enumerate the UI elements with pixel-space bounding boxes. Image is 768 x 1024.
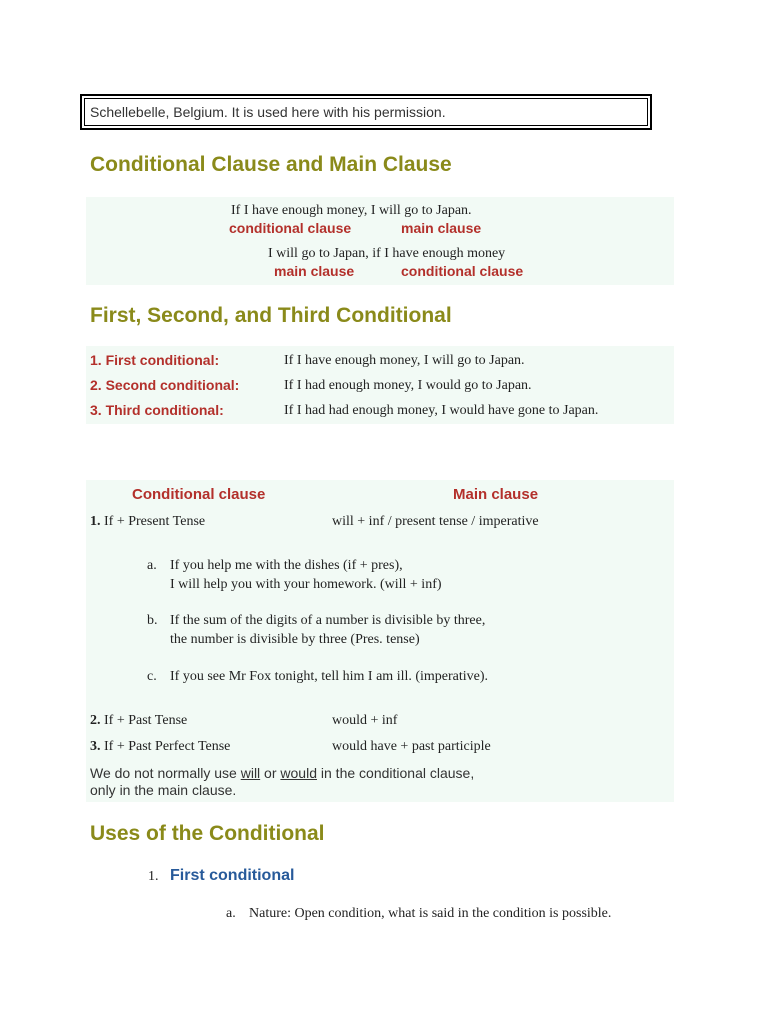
text-second-conditional: If I had enough money, I would go to Japan. bbox=[284, 378, 532, 393]
note-line-2: only in the main clause. bbox=[90, 782, 237, 798]
note-pre: We do not normally use bbox=[90, 765, 241, 781]
note-or: or bbox=[260, 765, 281, 781]
row-1-main: will + inf / present tense / imperative bbox=[332, 514, 539, 529]
row-2-conditional: If + Past Tense bbox=[104, 713, 188, 728]
example-b-letter: b. bbox=[147, 613, 158, 628]
row-3-number: 3. bbox=[90, 739, 101, 754]
sub-item-letter: a. bbox=[226, 906, 236, 921]
example-a-letter: a. bbox=[147, 558, 157, 573]
row-1 bbox=[90, 514, 205, 530]
note-post: in the conditional clause, bbox=[317, 765, 475, 781]
col-head-conditional-clause: Conditional clause bbox=[132, 486, 266, 503]
example-sentence-2: I will go to Japan, if I have enough money bbox=[268, 246, 506, 261]
example-c-line1: If you see Mr Fox tonight, tell him I am ill. (imperative). bbox=[170, 669, 489, 684]
example-sentence-1: If I have enough money, I will go to Japan. bbox=[231, 203, 472, 218]
example-a-line2: I will help you with your homework. (will + inf) bbox=[170, 577, 442, 592]
section-title-uses: Uses of the Conditional bbox=[90, 822, 325, 845]
row-2-main: would + inf bbox=[332, 713, 398, 728]
first-conditional-heading: First conditional bbox=[170, 867, 295, 884]
example-b-line1: If the sum of the digits of a number is divisible by three, bbox=[170, 613, 486, 628]
text-first-conditional: If I have enough money, I will go to Japan. bbox=[284, 353, 525, 368]
example-a-line1: If you help me with the dishes (if + pres), bbox=[170, 558, 403, 573]
label-second-conditional: 2. Second conditional: bbox=[90, 377, 240, 393]
row-2 bbox=[90, 713, 187, 729]
credit-text: Schellebelle, Belgium. It is used here with his permission. bbox=[90, 104, 446, 120]
section-title-conditional-main: Conditional Clause and Main Clause bbox=[90, 153, 452, 176]
note-would: would bbox=[280, 765, 317, 781]
label-main-clause-2: main clause bbox=[274, 263, 355, 279]
example-b-line2: the number is divisible by three (Pres. tense) bbox=[170, 632, 420, 647]
label-first-conditional: 1. First conditional: bbox=[90, 352, 220, 368]
label-third-conditional: 3. Third conditional: bbox=[90, 402, 224, 418]
row-3-main: would have + past participle bbox=[332, 739, 491, 754]
row-2-number: 2. bbox=[90, 713, 101, 728]
example-c-letter: c. bbox=[147, 669, 157, 684]
col-head-main-clause: Main clause bbox=[453, 486, 539, 503]
label-main-clause-1: main clause bbox=[401, 220, 482, 236]
row-3-conditional: If + Past Perfect Tense bbox=[104, 739, 231, 754]
note-will: will bbox=[240, 765, 261, 781]
row-1-conditional: If + Present Tense bbox=[104, 514, 206, 529]
label-conditional-clause-2: conditional clause bbox=[401, 263, 524, 279]
row-3 bbox=[90, 739, 230, 755]
text-third-conditional: If I had had enough money, I would have gone to Japan. bbox=[284, 403, 599, 418]
section-title-first-second-third: First, Second, and Third Conditional bbox=[90, 304, 452, 327]
list-item-number: 1. bbox=[148, 869, 159, 884]
label-conditional-clause-1: conditional clause bbox=[229, 220, 352, 236]
sub-item-text: Nature: Open condition, what is said in the condition is possible. bbox=[249, 906, 612, 921]
row-1-number: 1. bbox=[90, 514, 101, 529]
note-line-1 bbox=[90, 765, 474, 781]
